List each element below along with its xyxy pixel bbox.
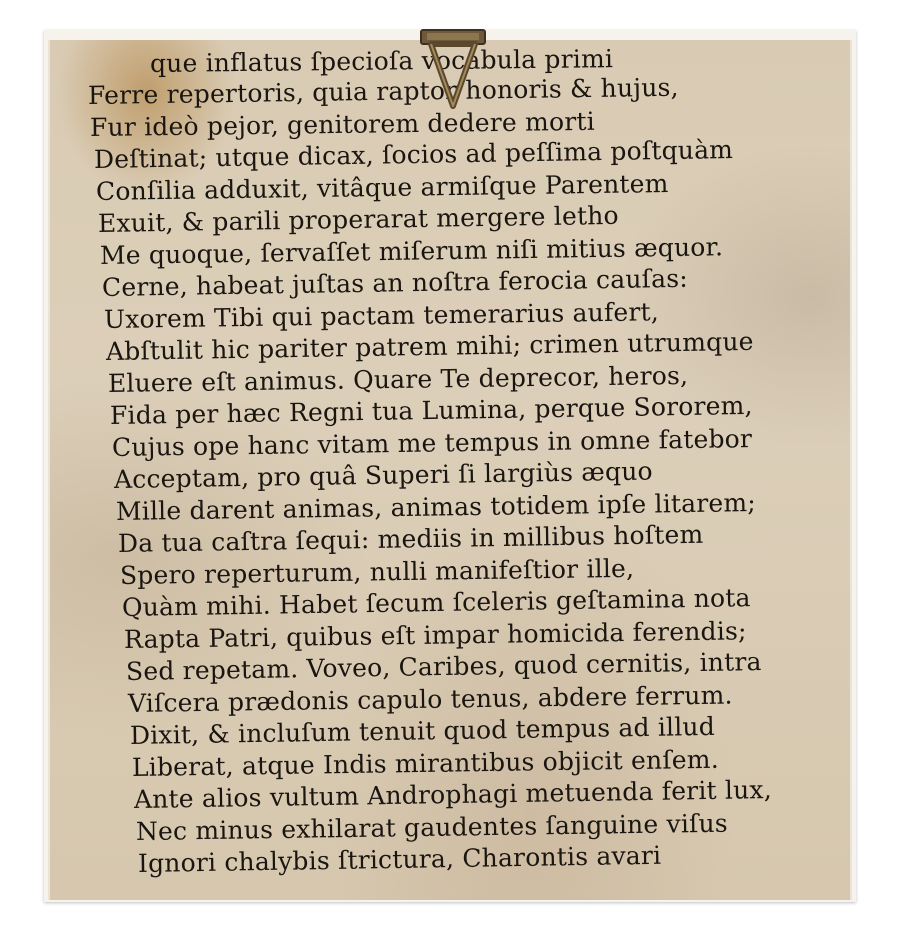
text-line: Quàm mihi. Habet ſecum ſceleris geſtamina nota [121,583,751,622]
text-line: Uxorem Tibi qui pactam temerarius aufert, [103,297,660,334]
text-line: Ignori chalybis ſtrictura, Charontis avari [137,840,662,878]
text-line: Conſilia adduxit, vitâque armiſque Parentem [95,169,669,206]
text-line: Spero reperturum, nulli manifeſtior ille, [119,553,635,590]
hanger-icon [417,28,489,118]
text-line: que inflatus ſpecioſa vocabula primi [149,44,614,78]
text-line: Ferre repertoris, quia raptor honoris & hujus, [87,72,679,110]
text-line: Da tua caſtra ſequi: mediis in millibus hoſtem [117,519,704,558]
text-line: Cerne, habeat juſtas an noſtra ferocia cauſas: [101,263,689,302]
text-line: Ante alios vultum Androphagi metuenda ferit lux, [133,774,773,814]
text-line: Cujus ope hanc vitam me tempus in omne fatebor [111,424,753,462]
text-line: Sed repetam. Voveo, Caribes, quod cernitis, intra [125,647,762,686]
text-line: Dixit, & incluſum tenuit quod tempus ad illud [129,711,716,750]
text-line: Deſtinat; utque dicax, ſocios ad peſſima poſtquàm [93,134,734,174]
text-line: Viſcera prædonis capulo tenus, abdere ferrum. [127,680,733,718]
text-line: Nec minus exhilarat gaudentes ſanguine viſus [135,808,729,846]
printed-page [48,40,852,900]
text-line: Mille darent animas, animas totidem ipſe litarem; [115,488,757,526]
text-line: Rapta Patri, quibus eſt impar homicida ferendis; [123,616,747,654]
latin-verse-text [87,44,828,880]
text-line: Exuit, & parili properarat mergere letho [97,200,619,238]
text-line: Eluere eſt animus. Quare Te deprecor, heros, [107,360,689,398]
text-line: Fur ideò pejor, genitorem dedere morti [89,106,596,142]
text-line: Me quoque, ſervaſſet miſerum niſi mitius æquor. [99,232,724,270]
text-line: Acceptam, pro quâ Superi ſi largiùs æquo [113,456,653,494]
text-line: Fida per hæc Regni tua Lumina, perque Sororem, [109,390,753,430]
text-line: Liberat, atque Indis mirantibus objicit enſem. [131,744,720,782]
text-line: Abſtulit hic pariter patrem mihi; crimen utrumque [105,326,754,366]
